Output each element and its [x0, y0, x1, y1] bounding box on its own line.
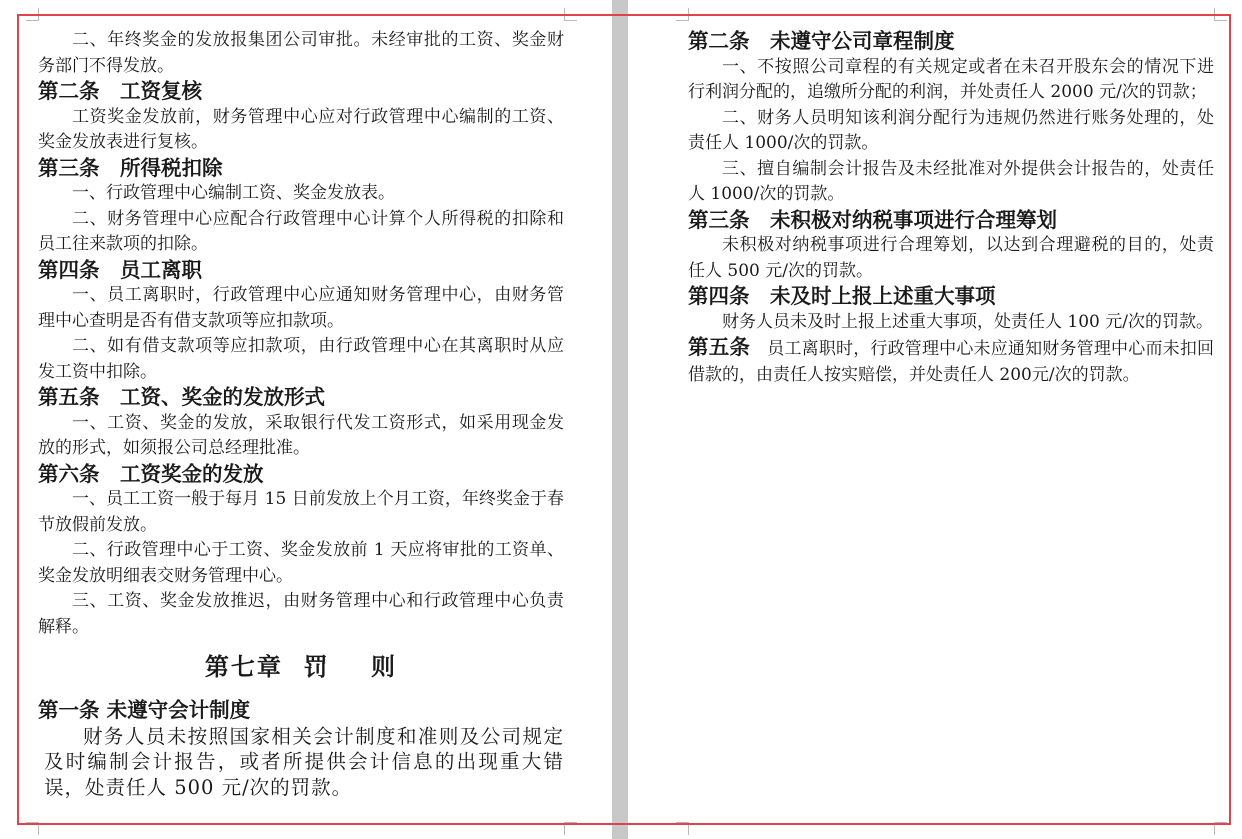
article-heading: 第二条 工资复核 — [38, 79, 202, 103]
crop-mark — [26, 822, 39, 835]
article-paragraph: 二、财务管理中心应配合行政管理中心计算个人所得税的扣除和员工往来款项的扣除。 — [38, 208, 564, 254]
article-paragraph: 一、不按照公司章程的有关规定或者在未召开股东会的情况下进行利润分配的，追缴所分配的利润，并处责任人 2000 元/次的罚款； — [688, 56, 1214, 102]
article-paragraph: 一、员工离职时，行政管理中心应通知财务管理中心，由财务管理中心查明是否有借支款项等应扣款项。 — [38, 285, 564, 331]
article-heading: 第四条 员工离职 — [38, 257, 202, 282]
article-text: 员工离职时，行政管理中心未应通知财务管理中心而未扣回借款的，由责任人按实赔偿，并处责任人 200元/次的罚款。 — [688, 339, 1215, 385]
article-paragraph — [688, 335, 1214, 388]
article-paragraph: 三、工资、奖金发放推迟，由财务管理中心和行政管理中心负责解释。 — [38, 591, 564, 637]
crop-mark — [26, 8, 39, 21]
right-column — [688, 29, 1214, 388]
article-paragraph: 二、行政管理中心于工资、奖金发放前 1 天应将审批的工资单、奖金发放明细表交财务管理中心。 — [38, 540, 564, 586]
article-paragraph: 一、员工工资一般于每月 15 日前发放上个月工资，年终奖金于春节放假前发放。 — [38, 489, 564, 535]
article-paragraph: 工资奖金发放前，财务管理中心应对行政管理中心编制的工资、奖金发放表进行复核。 — [38, 106, 564, 152]
document-page-left — [0, 0, 612, 839]
page-gutter — [612, 0, 628, 839]
article-heading: 第五条 — [688, 335, 751, 359]
crop-mark — [1214, 8, 1227, 21]
article-paragraph: 未积极对纳税事项进行合理筹划，以达到合理避税的目的，处责任人 500 元/次的罚款。 — [688, 235, 1214, 281]
left-text-blocks — [38, 28, 564, 640]
article-heading: 第五条 工资、奖金的发放形式 — [38, 385, 325, 409]
article-paragraph: 二、财务人员明知该利润分配行为违规仍然进行账务处理的，处责任人 1000/次的罚款。 — [688, 107, 1214, 153]
chapter-title: 第七章 罚 则 — [204, 652, 398, 681]
article-heading: 第三条 所得税扣除 — [38, 155, 223, 180]
crop-mark — [1214, 822, 1227, 835]
article-paragraph: 一、行政管理中心编制工资、奖金发放表。 — [72, 183, 395, 203]
article-heading: 第六条 工资奖金的发放 — [38, 461, 264, 486]
article-paragraph: 财务人员未及时上报上述重大事项，处责任人 100 元/次的罚款。 — [722, 311, 1213, 332]
article-paragraph: 三、擅自编制会计报告及未经批准对外提供会计报告的，处责任人 1000/次的罚款。 — [688, 158, 1214, 204]
crop-mark — [564, 8, 577, 21]
article-heading: 第一条 未遵守会计制度 — [38, 698, 251, 722]
article-paragraph: 一、工资、奖金的发放，采取银行代发工资形式，如采用现金发放的形式，如须报公司总经理批准。 — [38, 412, 564, 458]
document-page-right — [628, 0, 1242, 839]
left-column — [38, 28, 564, 800]
right-text-blocks — [688, 29, 1214, 335]
article-paragraph: 二、年终奖金的发放报集团公司审批。未经审批的工资、奖金财务部门不得发放。 — [38, 30, 564, 76]
article-heading: 第三条 未积极对纳税事项进行合理筹划 — [688, 207, 1057, 232]
article-heading: 第二条 未遵守公司章程制度 — [688, 29, 955, 53]
article-paragraph: 财务人员未按照国家相关会计制度和准则及公司规定及时编制会计报告，或者所提供会计信息的出现重大错误，处责任人 500 元/次的罚款。 — [44, 724, 564, 799]
crop-mark — [676, 8, 689, 21]
article-heading: 第四条 未及时上报上述重大事项 — [688, 284, 996, 308]
crop-mark — [676, 822, 689, 835]
article-paragraph: 二、如有借支款项等应扣款项，由行政管理中心在其离职时从应发工资中扣除。 — [38, 336, 564, 382]
crop-mark — [564, 822, 577, 835]
